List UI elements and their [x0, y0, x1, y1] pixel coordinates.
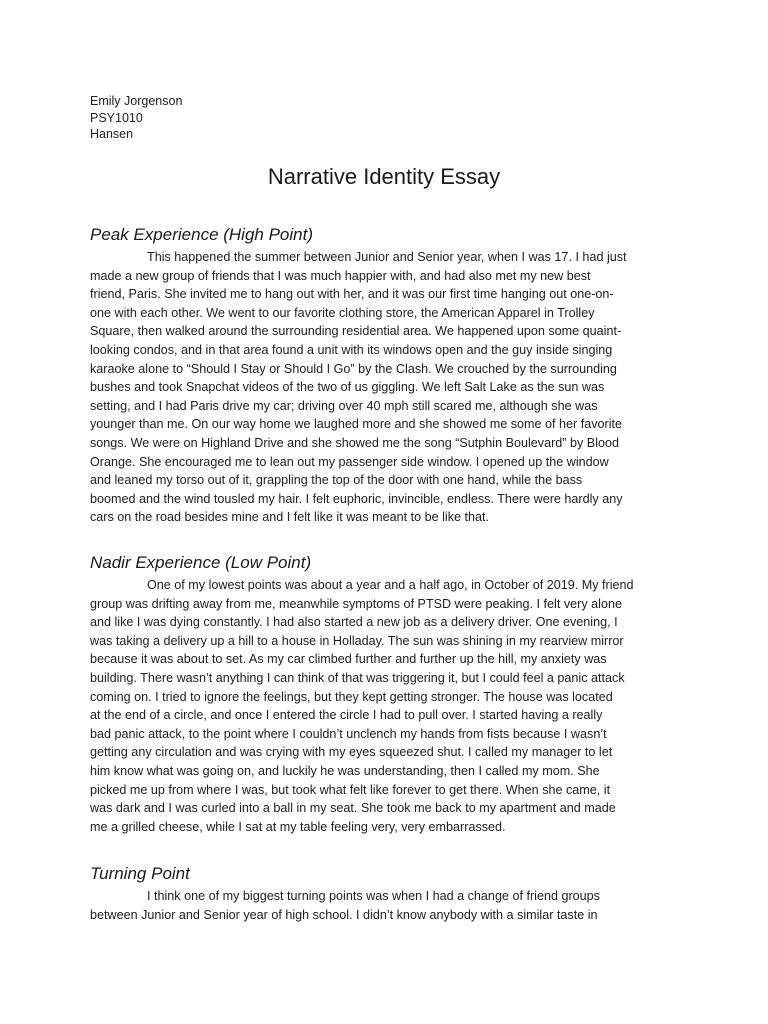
paragraph-line: because it was about to set. As my car climbed further and further up the hill, my anxiety was: [90, 652, 607, 667]
paragraph-line: picked me up from where I was, but took what felt like forever to get there. When she came, it: [90, 782, 611, 797]
paragraph-line: bushes and took Snapchat videos of the two of us giggling. We left Salt Lake as the sun was: [90, 380, 605, 395]
paragraph-line: cars on the road besides mine and I felt like it was meant to be like that.: [90, 510, 490, 525]
paragraph-line: setting, and I had Paris drive my car; driving over 40 mph still scared me, although she was: [90, 398, 598, 413]
paragraph-line: getting any circulation and was crying with my eyes squeezed shut. I called my manager to let: [90, 745, 613, 760]
paragraph-turning: [90, 887, 690, 924]
paragraph-line: boomed and the wind tousled my hair. I felt euphoric, invincible, endless. There were hardly any: [90, 491, 623, 506]
paragraph-line: me a grilled cheese, while I sat at my table feeling very, very embarrassed.: [90, 819, 506, 834]
paragraph-line: Square, then walked around the surrounding residential area. We happened upon some quaint-: [90, 324, 622, 339]
paragraph-line: I think one of my biggest turning points was when I had a change of friend groups: [147, 889, 600, 903]
author-header: [90, 93, 182, 143]
paragraph-line: was taking a delivery up a hill to a house in Holladay. The sun was shining in my rearview mirror: [90, 633, 624, 648]
paragraph-line: songs. We were on Highland Drive and she showed me the song “Sutphin Boulevard” by Blood: [90, 435, 620, 450]
paragraph-line: him know what was going on, and luckily he was understanding, then I called my mom. She: [90, 763, 600, 778]
paragraph-line: and leaned my torso out of it, grappling the top of the door with one hand, while the bass: [90, 473, 583, 488]
paragraph-line: looking condos, and in that area found a unit with its windows open and the guy inside singing: [90, 342, 613, 357]
paragraph-line: was dark and I was curled into a ball in my seat. She took me back to my apartment and made: [90, 801, 616, 816]
paragraph-line: group was drifting away from me, meanwhile symptoms of PTSD were peaking. I felt very alone: [90, 596, 622, 611]
document-title: Narrative Identity Essay: [267, 164, 501, 189]
paragraph-line: karaoke alone to “Should I Stay or Should I Go” by the Clash. We crouched by the surrounding: [90, 361, 617, 376]
section-heading-peak: Peak Experience (High Point): [90, 225, 314, 244]
instructor-name: Hansen: [90, 127, 134, 141]
paragraph-line: coming on. I tried to ignore the feelings, but they kept getting stronger. The house was located: [90, 689, 613, 704]
paragraph-peak: [90, 248, 690, 527]
section-heading-turning: Turning Point: [90, 864, 190, 883]
paragraph-line: between Junior and Senior year of high school. I didn’t know anybody with a similar taste in: [90, 907, 598, 922]
paragraph-line: Orange. She encouraged me to lean out my passenger side window. I opened up the window: [90, 454, 609, 469]
paragraph-line: building. There wasn’t anything I can think of that was triggering it, but I could feel a panic attack: [90, 670, 625, 685]
paragraph-line: made a new group of friends that I was much happier with, and had also met my new best: [90, 268, 591, 283]
paragraph-line: One of my lowest points was about a year and a half ago, in October of 2019. My friend: [147, 578, 634, 592]
paragraph-line: one with each other. We went to our favorite clothing store, the American Apparel in Trolley: [90, 305, 595, 320]
paragraph-line: This happened the summer between Junior and Senior year, when I was 17. I had just: [147, 250, 627, 264]
paragraph-nadir: [90, 576, 690, 836]
paragraph-line: bad panic attack, to the point where I couldn’t unclench my hands from fists because I wasn’t: [90, 726, 607, 741]
course-code: PSY1010: [90, 110, 143, 125]
section-heading-nadir: Nadir Experience (Low Point): [90, 553, 312, 572]
paragraph-line: at the end of a circle, and once I entered the circle I had to pull over. I started having a really: [90, 708, 603, 723]
paragraph-line: friend, Paris. She invited me to hang out with her, and it was our first time hanging out one-on-: [90, 287, 614, 302]
author-name: Emily Jorgenson: [90, 94, 183, 108]
paragraph-line: and like I was dying constantly. I had also started a new job as a delivery driver. One evening, I: [90, 615, 618, 630]
paragraph-line: younger than me. On our way home we laughed more and she showed me some of her favorite: [90, 417, 623, 432]
